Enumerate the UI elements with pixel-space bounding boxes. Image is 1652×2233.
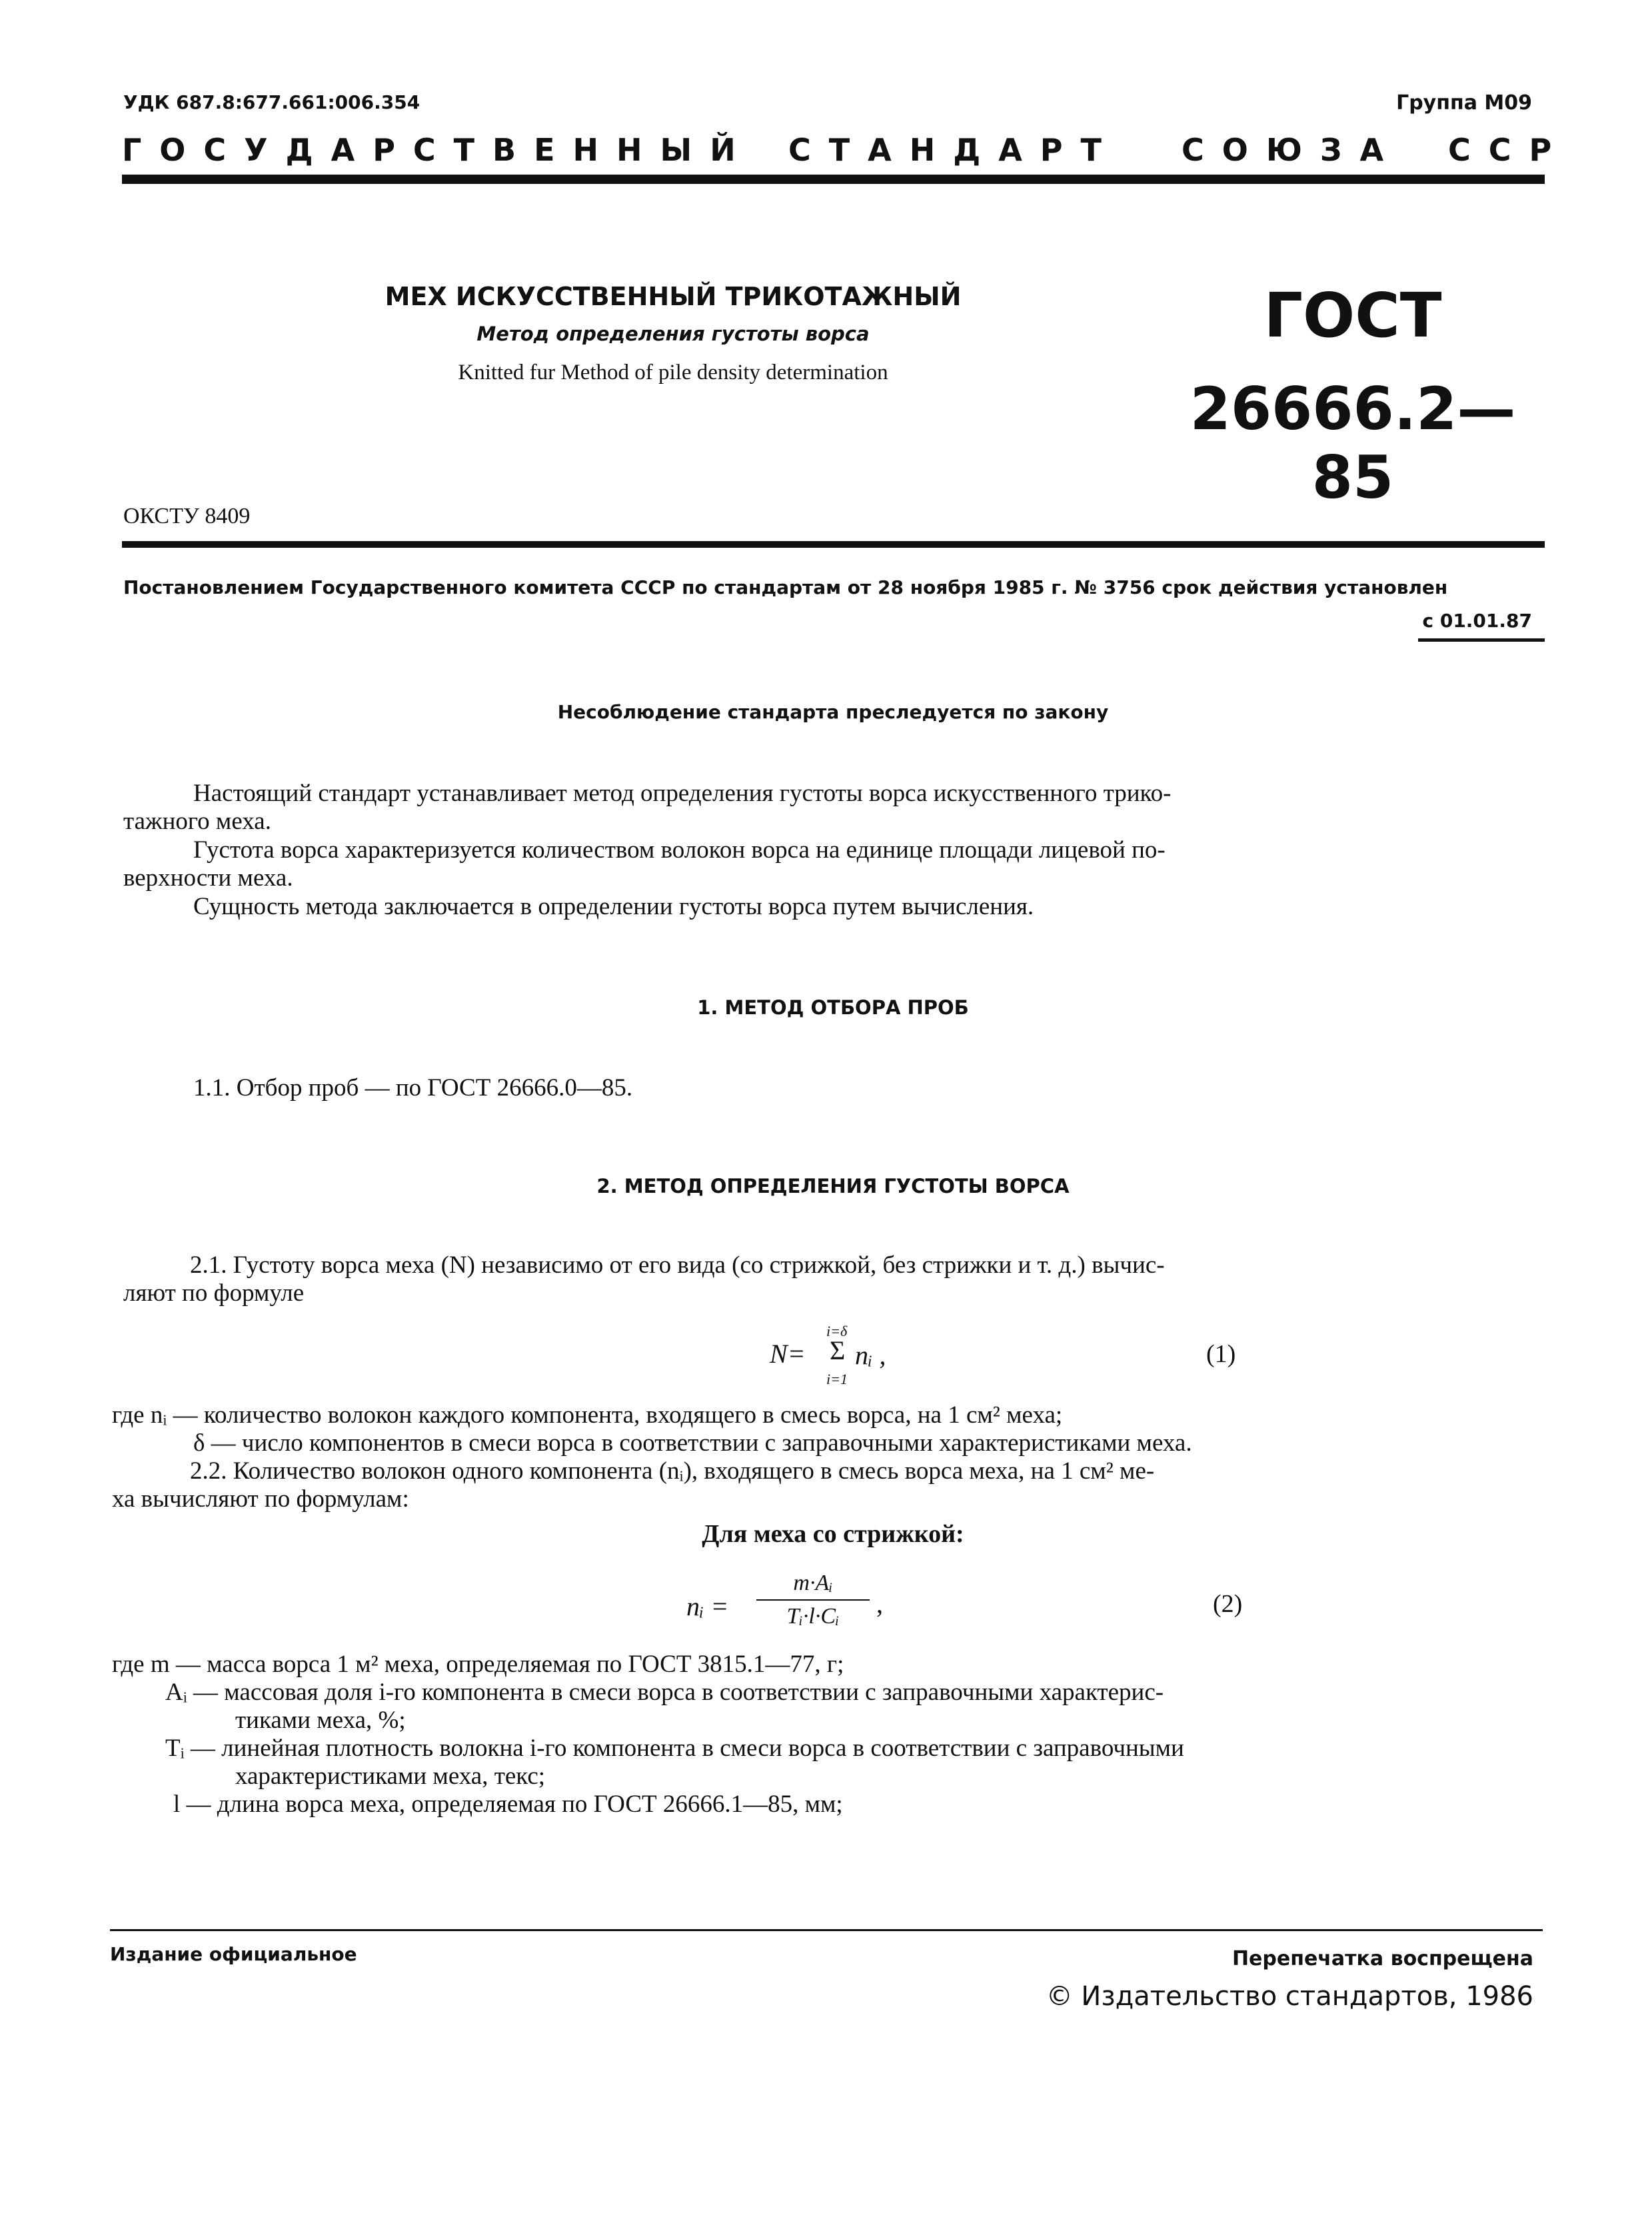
clause-line: 2.2. Количество волокон одного компонента (nᵢ), входящего в смесь ворса меха, на 1 см² ме- [190,1457,1155,1485]
formula-2-lhs: nᵢ = [686,1591,729,1621]
clause-line: ха вычисляют по формулам: [112,1485,409,1513]
intro-paragraph-1 [123,780,1546,836]
intro-line: Сущность метода заключается в определении густоты ворса путем вычисления. [193,893,1034,920]
legal-notice: Несоблюдение стандарта преследуется по закону [557,701,1109,723]
where-line: Aᵢ — массовая доля i-го компонента в смеси ворса в соответствии с заправочными характерис- [165,1679,1164,1706]
clause-2-2 [112,1457,1545,1513]
formula-2-fraction-bar [756,1599,870,1601]
fur-with-shearing-heading: Для меха со стрижкой: [702,1520,964,1548]
formula-2-where-m: где m — масса ворса 1 м² меха, определяемая по ГОСТ 3815.1—77, г; [112,1651,844,1678]
decree-date-underline [1418,638,1545,642]
official-edition-label: Издание официальное [110,1943,357,1965]
where-line: тиками меха, %; [235,1707,406,1734]
okstu-code: ОКСТУ 8409 [123,504,251,528]
footer-rule [110,1929,1543,1931]
gost-number: 26666.2—85 [1190,374,1516,512]
udk-code: УДК 687.8:677.661:006.354 [123,91,420,113]
clause-1-1: 1.1. Отбор проб — по ГОСТ 26666.0—85. [193,1074,633,1102]
formula-1-where-delta: δ — число компонентов в смеси ворса в соответствии с заправочными характеристиками меха. [193,1429,1192,1457]
group-code: Группа М09 [1396,91,1532,115]
formula-1-sigma: Σ [830,1335,846,1365]
banner-word-3: СОЮЗА [1182,132,1402,168]
intro-paragraph-2 [123,836,1546,892]
banner-word-1: ГОСУДАРСТВЕННЫЙ [122,132,754,168]
section-1-heading: 1. МЕТОД ОТБОРА ПРОБ [697,996,969,1019]
formula-1-lhs: N= [770,1339,806,1369]
where-line: Tᵢ — линейная плотность волокна i-го компонента в смеси ворса в соответствии с заправочными [165,1735,1184,1762]
formula-2-where-a [165,1679,1545,1735]
intro-line: Густота ворса характеризуется количеством волокон ворса на единице площади лицевой по- [193,836,1166,864]
formula-1-term: nᵢ , [855,1340,886,1370]
formula-1-where-n: где nᵢ — количество волокон каждого компонента, входящего в смесь ворса, на 1 см² меха; [112,1401,1063,1429]
decree-date: с 01.01.87 [1422,610,1532,632]
formula-2-comma: , [876,1589,883,1619]
intro-line: Настоящий стандарт устанавливает метод определения густоты ворса искусственного трико- [193,780,1172,807]
banner-word-2: СТАНДАРТ [788,132,1120,168]
clause-2-1 [123,1251,1546,1307]
reprint-prohibited-label: Перепечатка воспрещена [1232,1947,1533,1970]
gost-label: ГОСТ [1263,280,1442,351]
formula-2-numerator: m·Aᵢ [793,1571,833,1595]
formula-2-where-t [165,1735,1545,1791]
copyright-notice: © Издательство стандартов, 1986 [1046,1981,1533,2012]
english-title: Knitted fur Method of pile density determination [458,361,888,384]
formula-2-where-l: l — длина ворса меха, определяемая по ГОСТ 26666.1—85, мм; [173,1791,843,1818]
formula-1-lower-limit: i=1 [826,1371,848,1387]
document-subtitle: Метод определения густоты ворса [476,323,870,345]
section-2-heading: 2. МЕТОД ОПРЕДЕЛЕНИЯ ГУСТОТЫ ВОРСА [596,1175,1070,1197]
clause-line: 2.1. Густоту ворса меха (N) независимо от его вида (со стрижкой, без стрижки и т. д.) вычис- [190,1251,1165,1279]
document-title: МЕХ ИСКУССТВЕННЫЙ ТРИКОТАЖНЫЙ [385,282,962,311]
formula-1-upper-limit: i=δ [826,1323,848,1339]
banner-word-4: ССР [1448,132,1570,168]
clause-line: ляют по формуле [123,1279,305,1307]
okstu-rule [122,541,1545,548]
formula-1-number: (1) [1206,1340,1236,1368]
intro-paragraph-3 [123,893,1546,921]
where-line: характеристиками меха, текс; [235,1763,546,1790]
intro-line: верхности меха. [123,864,293,892]
decree-text: Постановлением Государственного комитета СССР по стандартам от 28 ноября 1985 г. № 3756 срок действия установлен [123,576,1448,598]
intro-line: тажного меха. [123,808,271,835]
header-thick-rule [122,175,1545,184]
formula-2-denominator: Tᵢ·l·Cᵢ [786,1604,840,1629]
formula-2-number: (2) [1213,1590,1243,1618]
